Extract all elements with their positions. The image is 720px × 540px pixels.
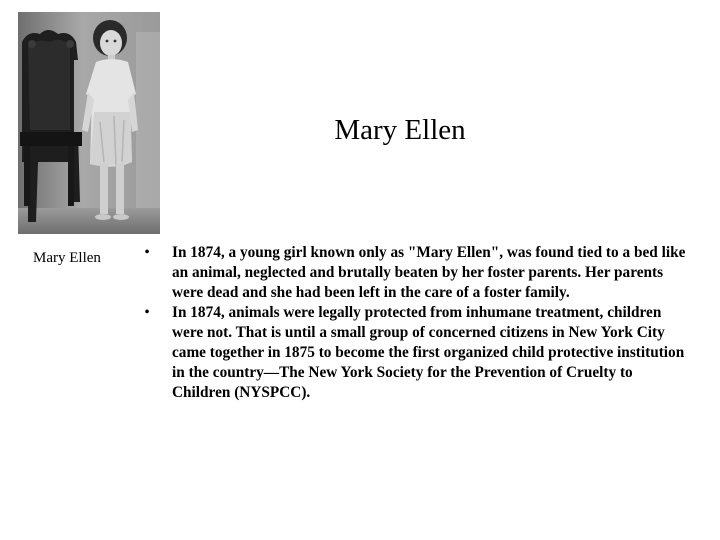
bullet-text: In 1874, a young girl known only as "Mary Ellen", was found tied to a bed like an animal, neglected and brutally beaten by her foster parents. Her parents were dead and she had been left in the care of a foster family. <box>172 244 686 301</box>
slide-title: Mary Ellen <box>334 114 466 146</box>
bullet-list <box>140 243 690 403</box>
portrait-photo-icon <box>18 12 160 234</box>
bullet-item <box>140 303 690 403</box>
bullet-text: In 1874, animals were legally protected from inhumane treatment, children were not. That is until a small group of concerned citizens in New York City came together in 1875 to become the first organized child protective institution in the country—The New York Society for the Prevention of Cruelty to Children (NYSPCC). <box>172 304 685 401</box>
photo-caption: Mary Ellen <box>33 250 101 266</box>
bullet-marker: • <box>144 244 150 261</box>
mary-ellen-photo <box>18 12 160 234</box>
bullet-item <box>140 243 690 303</box>
bullet-marker: • <box>144 304 150 321</box>
